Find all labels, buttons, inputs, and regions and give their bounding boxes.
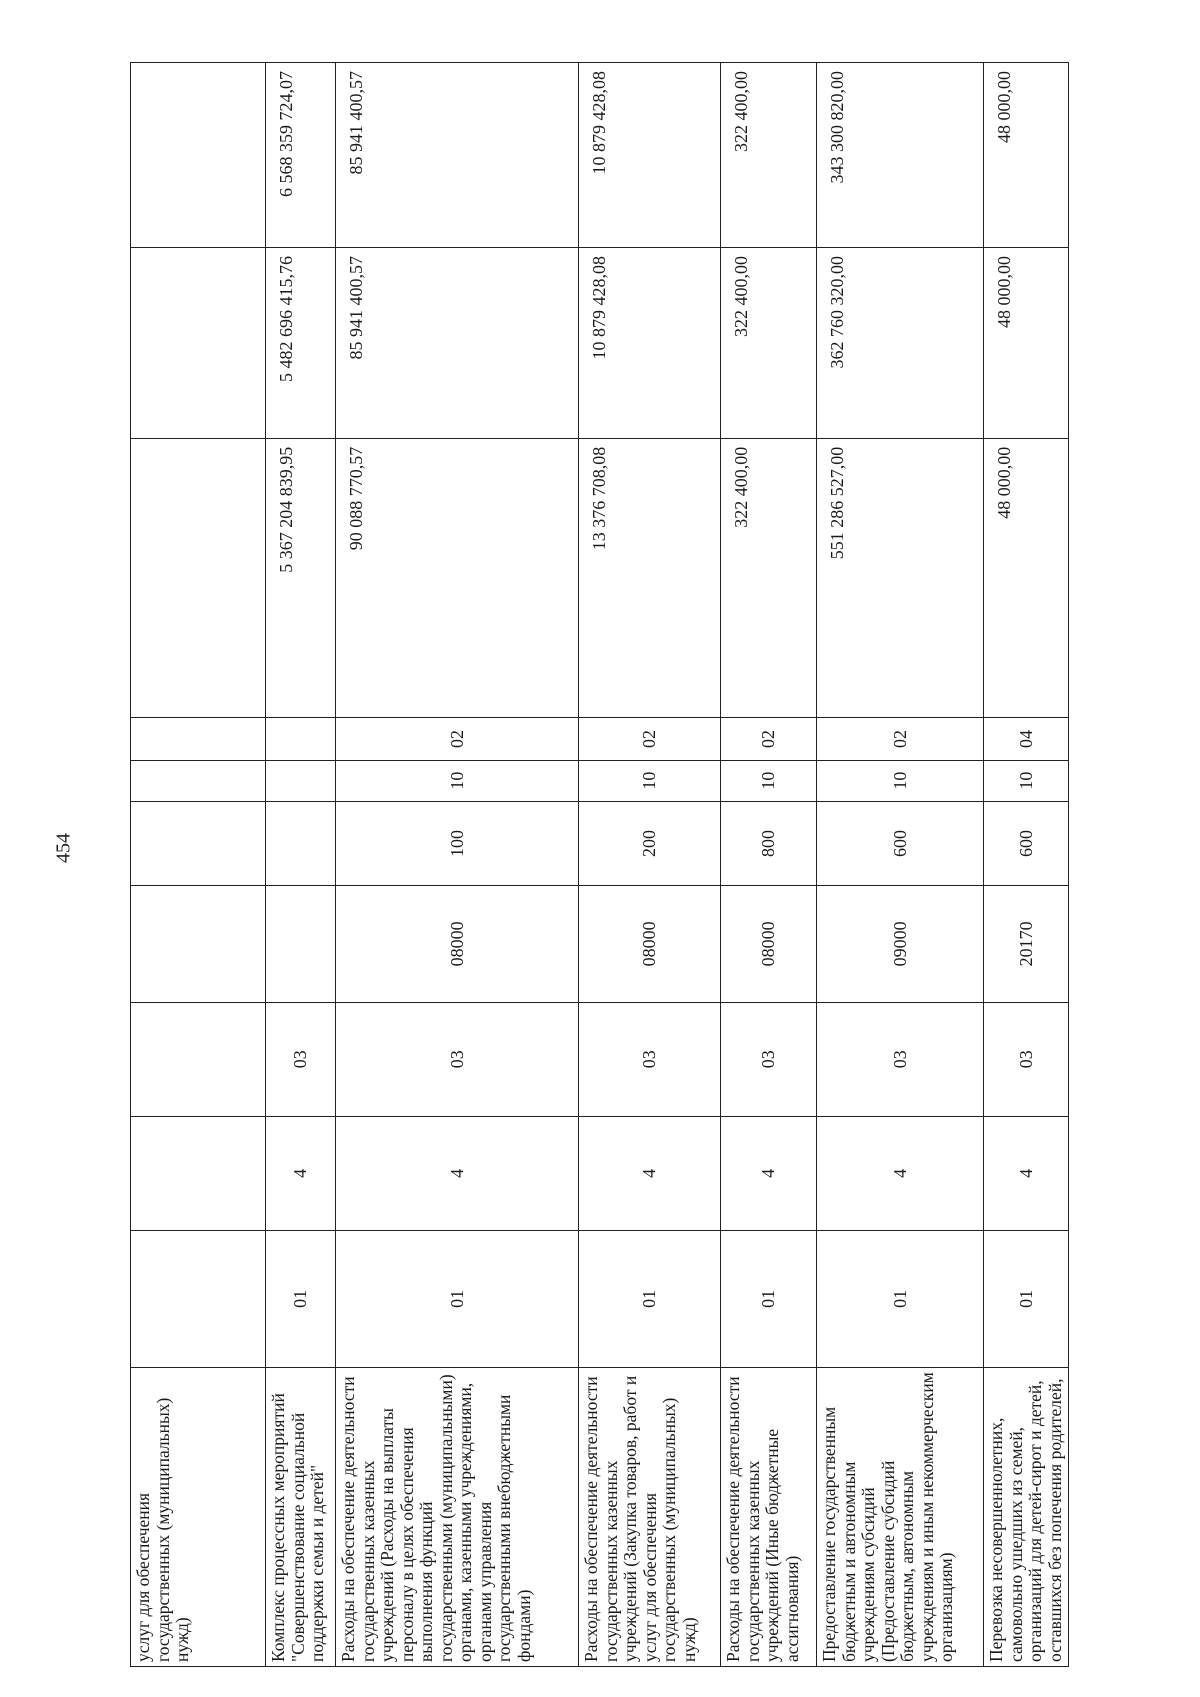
cell-code-1: 01 [336, 1230, 579, 1367]
cell-code-4: 20170 [984, 886, 1069, 1002]
cell-code-3: 03 [336, 1002, 579, 1116]
page-number: 454 [52, 833, 75, 863]
cell-code-2 [131, 1116, 266, 1230]
cell-code-5 [131, 801, 266, 885]
cell-amount-1: 48 000,00 [984, 438, 1069, 718]
table-row [579, 63, 721, 1667]
cell-amount-2: 322 400,00 [721, 248, 817, 439]
cell-code-3: 03 [579, 1002, 721, 1116]
cell-code-7: 04 [984, 718, 1069, 760]
cell-code-2: 4 [579, 1116, 721, 1230]
row-name: Предоставление государственным бюджетным и автономным учреждениям субсидий (Предоставление субсидий бюджетным, автономным учреждениям и иным некоммерческим организациям) [817, 1367, 984, 1666]
cell-code-3: 03 [721, 1002, 817, 1116]
cell-code-2: 4 [266, 1116, 336, 1230]
cell-code-3: 03 [266, 1002, 336, 1116]
cell-amount-1: 90 088 770,57 [336, 438, 579, 718]
cell-amount-3 [131, 63, 266, 248]
cell-amount-3: 6 568 359 724,07 [266, 63, 336, 248]
cell-code-6: 10 [721, 760, 817, 801]
cell-code-2: 4 [817, 1116, 984, 1230]
cell-amount-1: 322 400,00 [721, 438, 817, 718]
row-name: услуг для обеспечения государственных (муниципальных) нужд) [131, 1367, 266, 1666]
cell-code-7: 02 [721, 718, 817, 760]
row-name: Перевозка несовершеннолетних, самовольно ушедших из семей, организаций для детей-сирот и детей, оставшихся без попечения родителей, [984, 1367, 1069, 1666]
rotated-table-wrapper [130, 62, 1065, 1667]
cell-code-4 [266, 886, 336, 1002]
cell-code-6 [131, 760, 266, 801]
cell-code-4: 08000 [721, 886, 817, 1002]
cell-code-5 [266, 801, 336, 885]
cell-amount-2 [131, 248, 266, 439]
cell-code-4: 08000 [579, 886, 721, 1002]
cell-code-6: 10 [336, 760, 579, 801]
cell-code-3 [131, 1002, 266, 1116]
cell-code-3: 03 [984, 1002, 1069, 1116]
cell-code-2: 4 [721, 1116, 817, 1230]
cell-code-4 [131, 886, 266, 1002]
cell-code-1: 01 [984, 1230, 1069, 1367]
cell-code-6: 10 [579, 760, 721, 801]
cell-code-5: 600 [984, 801, 1069, 885]
cell-code-7: 02 [579, 718, 721, 760]
cell-code-1: 01 [266, 1230, 336, 1367]
table-row [131, 63, 266, 1667]
cell-code-5: 100 [336, 801, 579, 885]
cell-amount-2: 10 879 428,08 [579, 248, 721, 439]
cell-amount-2: 85 941 400,57 [336, 248, 579, 439]
cell-amount-1: 5 367 204 839,95 [266, 438, 336, 718]
cell-amount-2: 5 482 696 415,76 [266, 248, 336, 439]
cell-amount-2: 48 000,00 [984, 248, 1069, 439]
cell-code-7: 02 [336, 718, 579, 760]
cell-code-1: 01 [817, 1230, 984, 1367]
cell-code-1: 01 [721, 1230, 817, 1367]
cell-code-1 [131, 1230, 266, 1367]
cell-code-2: 4 [984, 1116, 1069, 1230]
cell-amount-3: 322 400,00 [721, 63, 817, 248]
table-row [266, 63, 336, 1667]
cell-code-3: 03 [817, 1002, 984, 1116]
cell-code-2: 4 [336, 1116, 579, 1230]
cell-amount-2: 362 760 320,00 [817, 248, 984, 439]
cell-code-6 [266, 760, 336, 801]
cell-amount-3: 85 941 400,57 [336, 63, 579, 248]
table-row [336, 63, 579, 1667]
cell-amount-3: 343 300 820,00 [817, 63, 984, 248]
cell-code-5: 600 [817, 801, 984, 885]
row-name: Расходы на обеспечение деятельности государственных казенных учреждений (Расходы на выплаты персоналу в целях обеспечения выполнения функций государственными (муниципальными) органами, казенными учреждениями, органами управления государственными внебюджетными фондами) [336, 1367, 579, 1666]
cell-code-4: 09000 [817, 886, 984, 1002]
cell-code-1: 01 [579, 1230, 721, 1367]
cell-code-6: 10 [817, 760, 984, 801]
cell-amount-3: 10 879 428,08 [579, 63, 721, 248]
row-name: Комплекс процессных мероприятий "Совершенствование социальной поддержки семьи и детей" [266, 1367, 336, 1666]
table-row [721, 63, 817, 1667]
cell-code-7 [131, 718, 266, 760]
budget-table [130, 62, 1069, 1667]
cell-code-6: 10 [984, 760, 1069, 801]
cell-code-7 [266, 718, 336, 760]
cell-code-5: 800 [721, 801, 817, 885]
cell-amount-3: 48 000,00 [984, 63, 1069, 248]
table-row [817, 63, 984, 1667]
table-row [984, 63, 1069, 1667]
cell-amount-1: 551 286 527,00 [817, 438, 984, 718]
cell-amount-1: 13 376 708,08 [579, 438, 721, 718]
cell-amount-1 [131, 438, 266, 718]
row-name: Расходы на обеспечение деятельности государственных казенных учреждений (Закупка товаров, работ и услуг для обеспечения государственных (муниципальных) нужд) [579, 1367, 721, 1666]
cell-code-7: 02 [817, 718, 984, 760]
cell-code-5: 200 [579, 801, 721, 885]
row-name: Расходы на обеспечение деятельности государственных казенных учреждений (Иные бюджетные ассигнования) [721, 1367, 817, 1666]
cell-code-4: 08000 [336, 886, 579, 1002]
